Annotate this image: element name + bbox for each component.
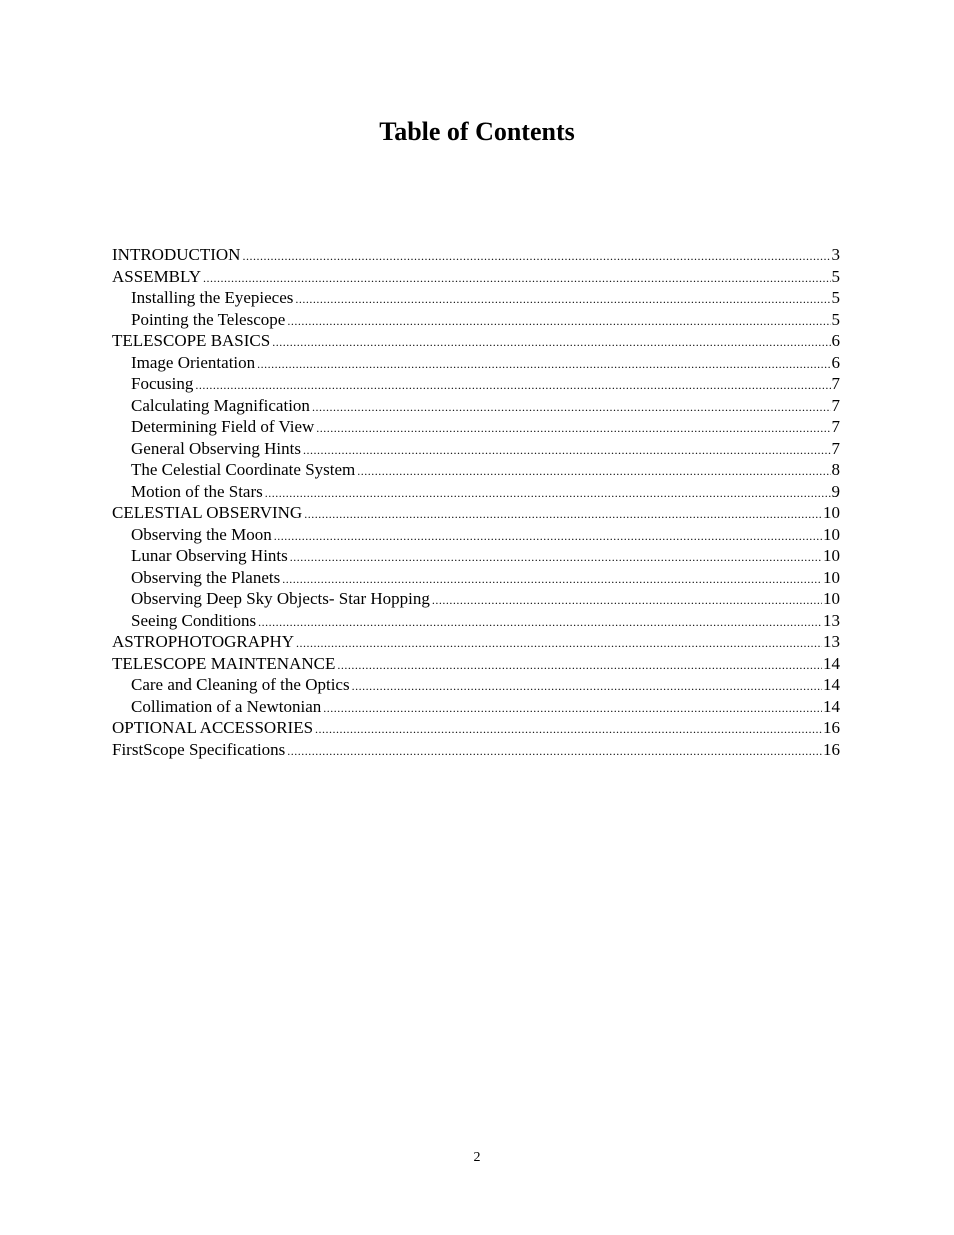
toc-entry-page: 10 [823,524,840,544]
toc-subentry[interactable] [112,309,840,331]
toc-entry-text: TELESCOPE MAINTENANCE [112,653,336,673]
toc-entry-page: 5 [831,266,840,286]
toc-leader [315,719,822,739]
toc-leader [282,569,822,589]
toc-leader [312,397,831,417]
toc-entry-page: 10 [823,589,840,608]
toc-entry-text: CELESTIAL OBSERVING [112,503,303,522]
toc-entry-page: 8 [831,460,840,479]
toc-leader [296,633,822,653]
toc-entry-text: Observing the Moon [131,524,272,544]
toc-entry-text: Seeing Conditions [131,610,257,630]
toc-leader [357,461,830,481]
toc-subentry[interactable] [112,459,840,481]
toc-entry-text: INTRODUCTION [112,245,241,264]
toc-entry-text: Observing the Planets [131,567,281,587]
toc-entry-text: General Observing Hints [131,438,301,458]
toc-leader [287,741,822,761]
toc-entry-page: 14 [823,675,840,694]
toc-entry-text: ASTROPHOTOGRAPHY [112,632,294,651]
toc-entry[interactable] [112,631,840,653]
toc-entry-page: 10 [823,567,840,587]
toc-leader [352,676,822,696]
toc-entry-text: OPTIONAL ACCESSORIES [112,718,314,737]
toc-subentry[interactable] [112,545,840,567]
toc-entry-text: Image Orientation [131,352,256,372]
toc-entry-page: 16 [823,718,840,737]
toc-entry-page: 14 [823,696,840,716]
toc-subentry[interactable] [112,352,840,374]
toc-entry-text: Focusing [131,374,194,393]
toc-entry-page: 5 [831,288,840,307]
toc-leader [265,483,831,503]
toc-entry-page: 7 [831,417,840,436]
toc-subentry[interactable] [112,373,840,395]
toc-entry-text: Lunar Observing Hints [131,546,288,565]
toc-entry[interactable] [112,266,840,288]
toc-entry-page: 10 [823,546,840,565]
toc-leader [287,311,830,331]
toc-entry-text: Pointing the Telescope [131,309,286,329]
toc-entry-text: Calculating Magnification [131,395,310,415]
toc-subentry[interactable] [112,287,840,309]
toc-entry-text: Collimation of a Newtonian [131,696,322,716]
toc-entry-text: Installing the Eyepieces [131,288,294,307]
toc-leader [303,440,831,460]
toc-subentry[interactable] [112,524,840,546]
toc-entry[interactable] [112,653,840,675]
toc-subentry[interactable] [112,588,840,610]
page-title: Table of Contents [379,117,575,146]
toc-entry-text: Observing Deep Sky Objects- Star Hopping [131,589,430,608]
toc-entry-text: Care and Cleaning of the Optics [131,675,350,694]
toc-leader [337,655,822,675]
toc-entry[interactable] [112,330,840,352]
toc-entry-text: ASSEMBLY [112,266,201,286]
toc-subentry[interactable] [112,395,840,417]
toc-entry-page: 6 [831,331,840,350]
toc-entry-page: 5 [831,309,840,329]
toc-leader [242,246,830,266]
toc-entry-page: 3 [831,245,840,264]
toc-leader [290,547,822,567]
toc-leader [295,289,830,309]
toc-entry-page: 13 [823,610,840,630]
toc-subentry[interactable] [112,696,840,718]
toc-subentry[interactable] [112,416,840,438]
toc-entry-page: 7 [831,438,840,458]
toc-entry-page: 13 [823,632,840,651]
toc-entry-page: 16 [823,739,840,759]
toc-entry[interactable] [112,739,840,761]
toc-list [112,244,840,760]
toc-entry-page: 7 [831,374,840,393]
toc-subentry[interactable] [112,481,840,503]
toc-leader [272,332,830,352]
toc-entry[interactable] [112,717,840,739]
toc-leader [203,268,831,288]
toc-entry-text: The Celestial Coordinate System [131,460,356,479]
toc-entry-text: TELESCOPE BASICS [112,331,271,350]
toc-leader [323,698,822,718]
toc-leader [258,612,822,632]
toc-entry-text: Determining Field of View [131,417,315,436]
toc-leader [432,590,822,610]
toc-leader [257,354,830,374]
toc-entry-page: 9 [831,481,840,501]
toc-subentry[interactable] [112,438,840,460]
toc-entry-page: 6 [831,352,840,372]
page-number: 2 [473,1150,481,1165]
toc-leader [316,418,830,438]
toc-subentry[interactable] [112,610,840,632]
toc-subentry[interactable] [112,674,840,696]
toc-leader [195,375,830,395]
toc-entry-page: 10 [823,503,840,522]
toc-entry-text: Motion of the Stars [131,481,263,501]
toc-leader [304,504,822,524]
toc-entry-text: FirstScope Specifications [112,739,286,759]
toc-entry[interactable] [112,502,840,524]
toc-subentry[interactable] [112,567,840,589]
toc-leader [274,526,822,546]
toc-entry-page: 7 [831,395,840,415]
toc-entry[interactable] [112,244,840,266]
toc-entry-page: 14 [823,653,840,673]
